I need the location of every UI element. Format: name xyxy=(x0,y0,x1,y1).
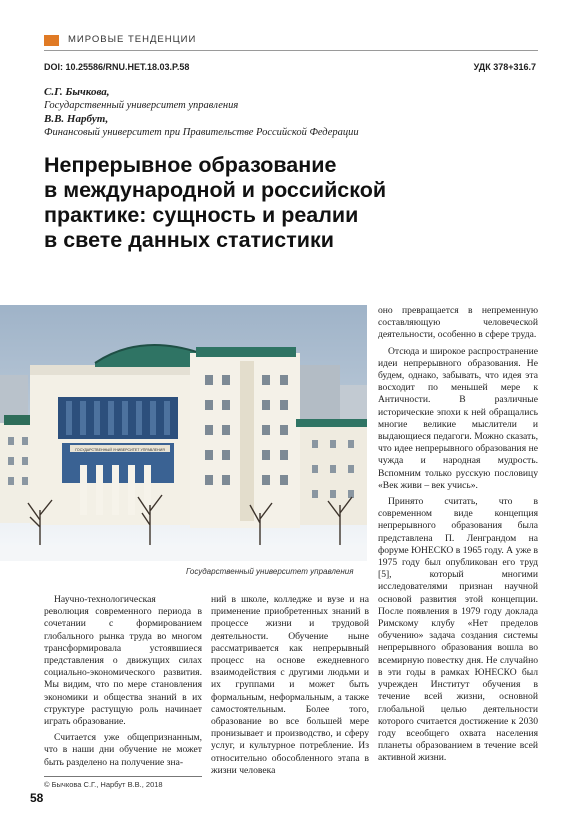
paragraph: оно превращается в непременную составляющую человеческой деятельности, особенно в сфере труда. xyxy=(378,305,538,341)
building-sign: ГОСУДАРСТВЕННЫЙ УНИВЕРСИТЕТ УПРАВЛЕНИЯ xyxy=(75,448,165,452)
author-name-2: В.В. Нарбут, xyxy=(44,113,109,125)
rubric-title: МИРОВЫЕ ТЕНДЕНЦИИ xyxy=(68,34,197,45)
paragraph: Считается уже общепризнанным, что в наши дни обучение не может быть разделено на получение зна- xyxy=(44,732,202,768)
copyright-divider xyxy=(44,776,202,777)
title-line: в международной и российской xyxy=(44,178,387,202)
paragraph: ний в школе, колледже и вузе и на применение приобретенных знаний в процессе жизни и трудовой деятельности. Обучение ныне рассматривается как непрерывный процесс на основе ежедневного взаимодействия с другими людьми и их группами и может быть формальным, неформальным, а также самостоятельным. Более того, образование во все большей мере пронизывает и производство, и сферу услуг, и культурное потребление. Из относительно обособленного этапа в жизни человека xyxy=(211,594,369,776)
copyright: © Бычкова С.Г., Нарбут В.В., 2018 xyxy=(44,780,163,789)
header-divider xyxy=(44,50,538,51)
rubric-marker xyxy=(44,35,59,46)
title-line: Непрерывное образование xyxy=(44,153,337,177)
paragraph: Принято считать, что в современном виде концепция непрерывного образования была представлена П. Ленграндом на форуме ЮНЕСКО в 1965 году. А уже в 1975 году был опубликован его труд [5], который многими исследователями признан научной основой развития этой концепции. После появления в 1979 году доклада Римскому клубу «Нет пределов обучению» задача создания системы непрерывного образования вошла во всемирную повестку дня. Не случайно в эти годы в рамках ЮНЕСКО был учрежден Институт обучения в течение всей жизни, основной глобальной целью деятельности которого считается достижение к 2030 году всеобщего охвата населения планеты образованием в течение всей активной жизни. xyxy=(378,496,538,764)
paragraph: Научно-технологическая революция современного периода в сочетании с формированием глобального рынка труда во многом трансформировала устоявшиеся представления о движущих силах социально-экономического развития. Мы видим, что по мере становления экономики и общества знаний в их структуре растущую роль начинает играть образование. xyxy=(44,594,202,728)
title-line: практике: сущность и реалии xyxy=(44,203,359,227)
author-affiliation-2: Финансовый университет при Правительстве Российской Федерации xyxy=(44,127,359,138)
author-name-1: С.Г. Бычкова, xyxy=(44,86,110,98)
text-column-1 xyxy=(44,594,202,773)
text-column-2 xyxy=(211,594,369,781)
university-photo xyxy=(0,305,367,561)
doi: DOI: 10.25586/RNU.HET.18.03.P.58 xyxy=(44,62,190,72)
text-column-3 xyxy=(378,305,538,769)
title-line: в свете данных статистики xyxy=(44,228,334,252)
udk-code: УДК 378+316.7 xyxy=(473,62,536,72)
page-number: 58 xyxy=(30,791,44,805)
article-title xyxy=(44,153,464,253)
author-affiliation-1: Государственный университет управления xyxy=(44,100,239,111)
paragraph: Отсюда и широкое распространение идеи непрерывного образования. Не будем, однако, забывать, что идея эта восходит по меньшей мере к Античности. В различные исторические эпохи к ней обращались многие великие мыслители и выдающиеся педагоги. Можно сказать, что идее непрерывного образования не чужда и народная мудрость. Вспомним только русскую пословицу «Век живи – век учись». xyxy=(378,345,538,491)
photo-caption: Государственный университет управления xyxy=(186,567,354,576)
